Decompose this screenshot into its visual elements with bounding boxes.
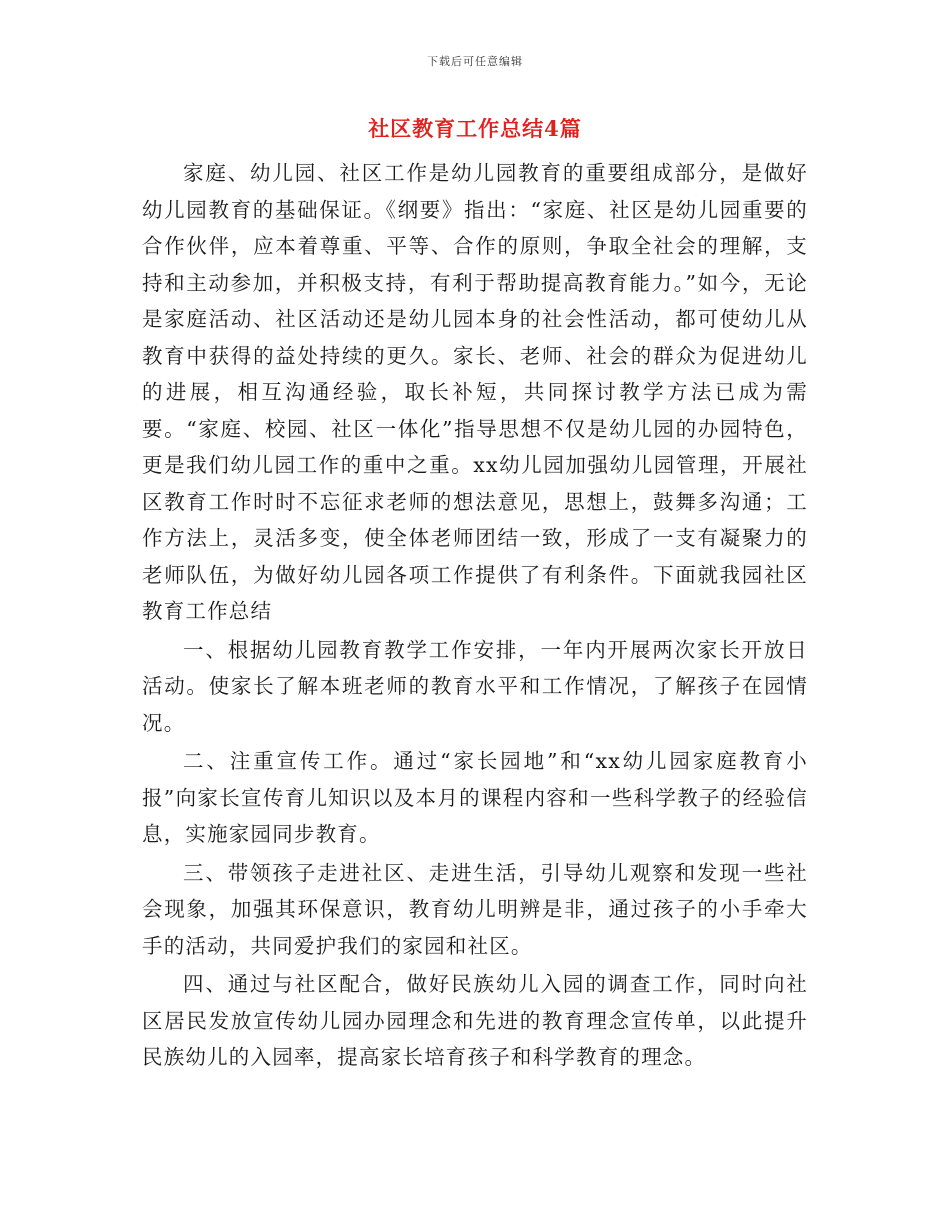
paragraph-item-1: 一、根据幼儿园教育教学工作安排，一年内开展两次家长开放日活动。使家长了解本班老师的教育水平和工作情况，了解孩子在园情况。	[142, 637, 808, 735]
document-title: 社区教育工作总结4篇	[368, 116, 582, 141]
document-body	[142, 155, 808, 1078]
paragraph-item-2: 二、注重宣传工作。通过“家长园地”和“xx幼儿园家庭教育小报”向家长宣传育儿知识以及本月的课程内容和一些科学教子的经验信息，实施家园同步教育。	[142, 749, 808, 846]
paragraph-item-3: 三、带领孩子走进社区、走进生活，引导幼儿观察和发现一些社会现象，加强其环保意识，教育幼儿明辨是非，通过孩子的小手牵大手的活动，共同爱护我们的家园和社区。	[142, 860, 808, 958]
paragraph-intro: 家庭、幼儿园、社区工作是幼儿园教育的重要组成部分，是做好幼儿园教育的基础保证。《纲要》指出：“家庭、社区是幼儿园重要的合作伙伴，应本着尊重、平等、合作的原则，争取全社会的理解，支持和主动参加，并积极支持，有利于帮助提高教育能力。”如今，无论是家庭活动、社区活动还是幼儿园本身的社会性活动，都可使幼儿从教育中获得的益处持续的更久。家长、老师、社会的群众为促进幼儿的进展，相互沟通经验，取长补短，共同探讨教学方法已成为需要。“家庭、校园、社区一体化”指导思想不仅是幼儿园的办园特色，更是我们幼儿园工作的重中之重。xx幼儿园加强幼儿园管理，开展社区教育工作时时不忘征求老师的想法意见，思想上，鼓舞多沟通；工作方法上，灵活多变，使全体老师团结一致，形成了一支有凝聚力的老师队伍，为做好幼儿园各项工作提供了有利条件。下面就我园社区教育工作总结	[142, 161, 808, 623]
paragraph-item-4: 四、通过与社区配合，做好民族幼儿入园的调查工作，同时向社区居民发放宣传幼儿园办园理念和先进的教育理念宣传单，以此提升民族幼儿的入园率，提高家长培育孩子和科学教育的理念。	[142, 972, 808, 1069]
header-note: 下载后可任意编辑	[427, 55, 523, 68]
